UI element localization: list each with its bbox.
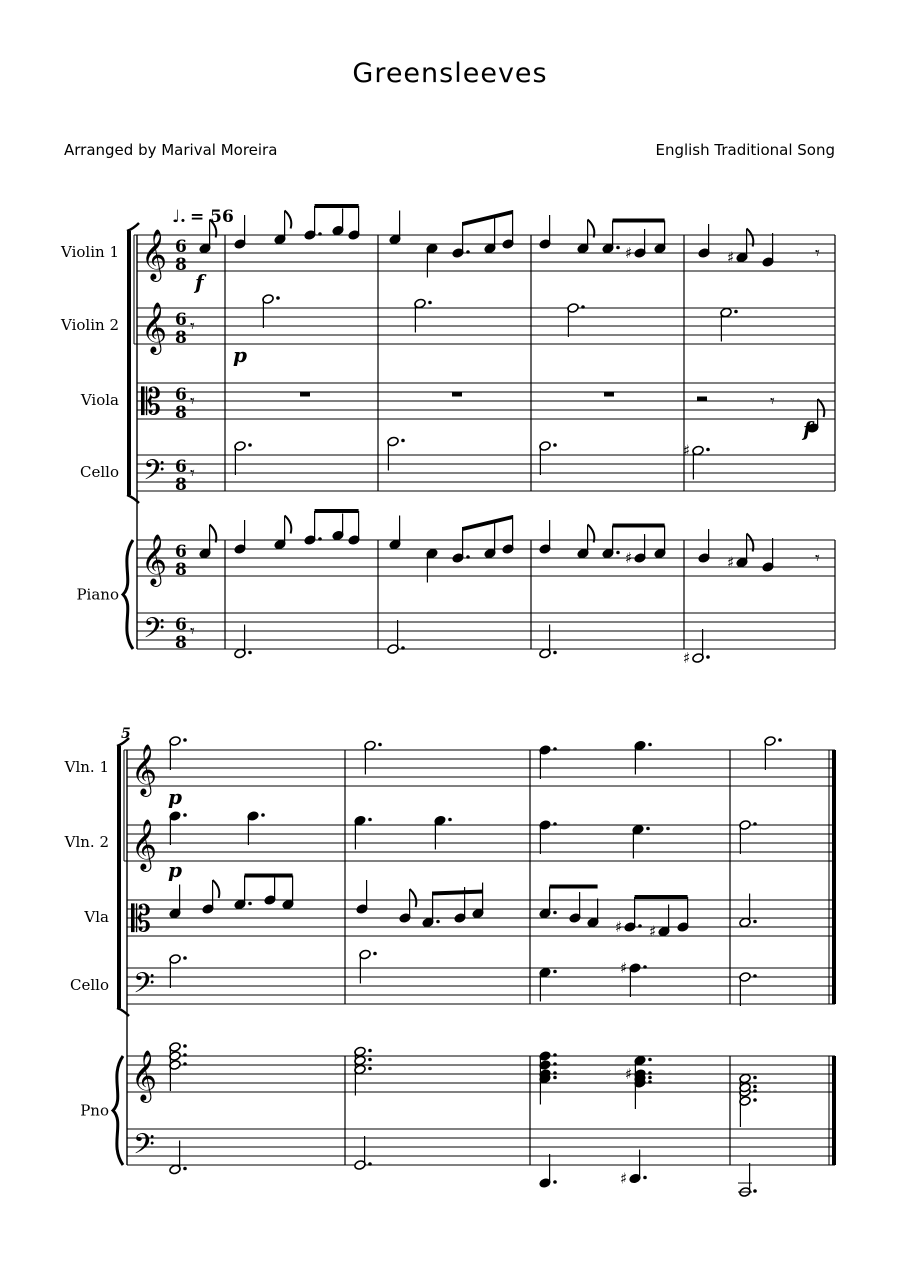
- sharp-accidental: ♯: [727, 248, 735, 267]
- augmentation-dot: [643, 1176, 647, 1180]
- sharp-accidental: ♯: [625, 1065, 633, 1083]
- augmentation-dot: [616, 246, 620, 250]
- augmentation-dot: [183, 738, 187, 742]
- instrument-label-violin2: Vln. 2: [64, 833, 109, 851]
- beam: [463, 515, 513, 531]
- instrument-label-piano: Pno: [80, 1101, 109, 1120]
- augmentation-dot: [753, 822, 757, 826]
- augmentation-dot: [648, 1058, 652, 1062]
- augmentation-dot: [648, 743, 652, 747]
- note-flag: [410, 889, 417, 907]
- note-flag: [285, 516, 292, 534]
- alto-clef: 𝄡: [131, 899, 152, 940]
- augmentation-dot: [318, 537, 322, 541]
- arranger-credit: Arranged by Marival Moreira: [64, 141, 278, 159]
- final-barline-thick: [832, 1056, 836, 1165]
- time-signature-denominator: 8: [175, 328, 187, 348]
- augmentation-dot: [706, 448, 710, 452]
- treble-clef: 𝄞: [131, 744, 158, 795]
- whole-rest: [452, 392, 462, 397]
- augmentation-dot: [318, 232, 322, 236]
- augmentation-dot: [183, 1044, 187, 1048]
- augmentation-dot: [401, 439, 405, 443]
- treble-clef: 𝄞: [131, 1050, 158, 1101]
- augmentation-dot: [428, 301, 432, 305]
- note-flag: [213, 880, 220, 898]
- time-signature-numerator: 6: [175, 615, 187, 635]
- augmentation-dot: [648, 1076, 652, 1080]
- ensemble-bracket: [117, 746, 121, 1008]
- augmentation-dot: [183, 1167, 187, 1171]
- whole-rest: [300, 392, 310, 397]
- augmentation-dot: [753, 920, 757, 924]
- sharp-accidental: ♯: [727, 553, 735, 572]
- sharp-accidental: ♯: [649, 922, 657, 941]
- instrument-label-viola: Vla: [84, 908, 109, 926]
- time-signature-numerator: 6: [175, 542, 187, 562]
- sharp-accidental: ♯: [615, 918, 623, 936]
- time-signature-denominator: 8: [175, 560, 187, 580]
- augmentation-dot: [648, 1080, 652, 1084]
- bass-clef: 𝄢: [143, 454, 165, 494]
- augmentation-dot: [553, 1062, 557, 1066]
- time-signature-numerator: 6: [175, 385, 187, 405]
- augmentation-dot: [753, 1189, 757, 1193]
- dynamic-violin2: p: [168, 858, 182, 882]
- treble-clef: 𝄞: [131, 819, 158, 870]
- augmentation-dot: [248, 443, 252, 447]
- sharp-accidental: ♯: [620, 959, 628, 977]
- instrument-label-viola: Viola: [80, 391, 119, 409]
- measure-number: 5: [121, 726, 131, 742]
- augmentation-dot: [753, 1089, 757, 1093]
- final-barline-thick: [832, 750, 836, 1004]
- piano-brace: [123, 540, 133, 649]
- score-title: Greensleeves: [352, 58, 548, 89]
- augmentation-dot: [646, 827, 650, 831]
- augmentation-dot: [753, 974, 757, 978]
- augmentation-dot: [778, 738, 782, 742]
- note-flag: [818, 399, 825, 417]
- whole-rest: [604, 392, 614, 397]
- beam: [315, 204, 359, 208]
- augmentation-dot: [553, 970, 557, 974]
- bass-clef: 𝄢: [133, 967, 155, 1007]
- sharp-accidental: ♯: [683, 441, 691, 460]
- alto-clef: 𝄡: [141, 382, 162, 423]
- time-signature-denominator: 8: [175, 633, 187, 653]
- eighth-rest: 𝄾: [815, 243, 820, 264]
- sharp-accidental: ♯: [625, 549, 633, 567]
- augmentation-dot: [248, 902, 252, 906]
- dynamic-violin2: p: [233, 343, 247, 367]
- augmentation-dot: [368, 1049, 372, 1053]
- tempo-marking-text: = 56: [190, 207, 234, 227]
- beam: [613, 524, 665, 528]
- instrument-label-violin2: Violin 2: [61, 316, 119, 334]
- augmentation-dot: [261, 813, 265, 817]
- augmentation-dot: [553, 822, 557, 826]
- dynamic-violin1: f: [195, 270, 204, 294]
- time-signature-numerator: 6: [175, 310, 187, 330]
- augmentation-dot: [553, 651, 557, 655]
- augmentation-dot: [648, 1071, 652, 1075]
- augmentation-dot: [248, 651, 252, 655]
- time-signature-denominator: 8: [175, 255, 187, 275]
- augmentation-dot: [553, 1180, 557, 1184]
- beam: [315, 509, 359, 513]
- augmentation-dot: [368, 1162, 372, 1166]
- treble-clef: 𝄞: [141, 229, 168, 280]
- instrument-label-violin1: Violin 1: [61, 243, 119, 261]
- bracket-top-hook: [127, 223, 139, 231]
- beam: [463, 210, 513, 226]
- augmentation-dot: [753, 1076, 757, 1080]
- augmentation-dot: [401, 646, 405, 650]
- eighth-rest: 𝄾: [190, 316, 195, 337]
- augmentation-dot: [753, 1098, 757, 1102]
- augmentation-dot: [466, 555, 470, 559]
- augmentation-dot: [368, 818, 372, 822]
- treble-clef: 𝄞: [141, 534, 168, 585]
- sharp-accidental: ♯: [620, 1169, 628, 1188]
- time-signature-numerator: 6: [175, 237, 187, 257]
- instrument-label-cello: Cello: [70, 976, 109, 994]
- augmentation-dot: [276, 296, 280, 300]
- beam: [613, 219, 665, 223]
- sharp-accidental: ♯: [683, 649, 691, 667]
- augmentation-dot: [183, 1062, 187, 1066]
- treble-clef: 𝄞: [141, 302, 168, 353]
- time-signature-denominator: 8: [175, 403, 187, 423]
- augmentation-dot: [553, 911, 557, 915]
- augmentation-dot: [466, 250, 470, 254]
- beam: [635, 895, 688, 899]
- augmentation-dot: [378, 743, 382, 747]
- augmentation-dot: [643, 965, 647, 969]
- augmentation-dot: [753, 1085, 757, 1089]
- augmentation-dot: [553, 1071, 557, 1075]
- augmentation-dot: [734, 310, 738, 314]
- augmentation-dot: [553, 1076, 557, 1080]
- eighth-rest: 𝄾: [190, 391, 195, 412]
- dynamic-viola: f: [803, 417, 812, 441]
- piano-brace: [113, 1056, 123, 1165]
- tempo-marking-note: ♩.: [172, 207, 186, 227]
- beam: [245, 874, 293, 878]
- time-signature-numerator: 6: [175, 457, 187, 477]
- augmentation-dot: [368, 1067, 372, 1071]
- composer-credit: English Traditional Song: [655, 141, 835, 159]
- augmentation-dot: [553, 1053, 557, 1057]
- augmentation-dot: [706, 655, 710, 659]
- augmentation-dot: [448, 818, 452, 822]
- augmentation-dot: [553, 443, 557, 447]
- augmentation-dot: [553, 747, 557, 751]
- eighth-rest: 𝄾: [815, 548, 820, 569]
- augmentation-dot: [436, 920, 440, 924]
- augmentation-dot: [183, 956, 187, 960]
- beam: [433, 890, 483, 896]
- eighth-rest: 𝄾: [190, 621, 195, 642]
- note-flag: [285, 211, 292, 229]
- bass-clef: 𝄢: [133, 1128, 155, 1168]
- ensemble-bracket: [127, 231, 131, 495]
- time-signature-denominator: 8: [175, 475, 187, 495]
- augmentation-dot: [183, 813, 187, 817]
- augmentation-dot: [368, 1058, 372, 1062]
- eighth-rest: 𝄾: [770, 391, 775, 412]
- dynamic-violin1: p: [168, 785, 182, 809]
- half-rest: [697, 397, 707, 402]
- instrument-label-violin1: Vln. 1: [64, 758, 109, 776]
- augmentation-dot: [183, 1053, 187, 1057]
- eighth-rest: 𝄾: [190, 463, 195, 484]
- augmentation-dot: [373, 952, 377, 956]
- beam: [550, 885, 598, 889]
- instrument-label-cello: Cello: [80, 463, 119, 481]
- instrument-label-piano: Piano: [76, 585, 119, 604]
- sharp-accidental: ♯: [625, 244, 633, 262]
- augmentation-dot: [638, 924, 642, 928]
- augmentation-dot: [616, 551, 620, 555]
- augmentation-dot: [581, 305, 585, 309]
- bass-clef: 𝄢: [143, 612, 165, 652]
